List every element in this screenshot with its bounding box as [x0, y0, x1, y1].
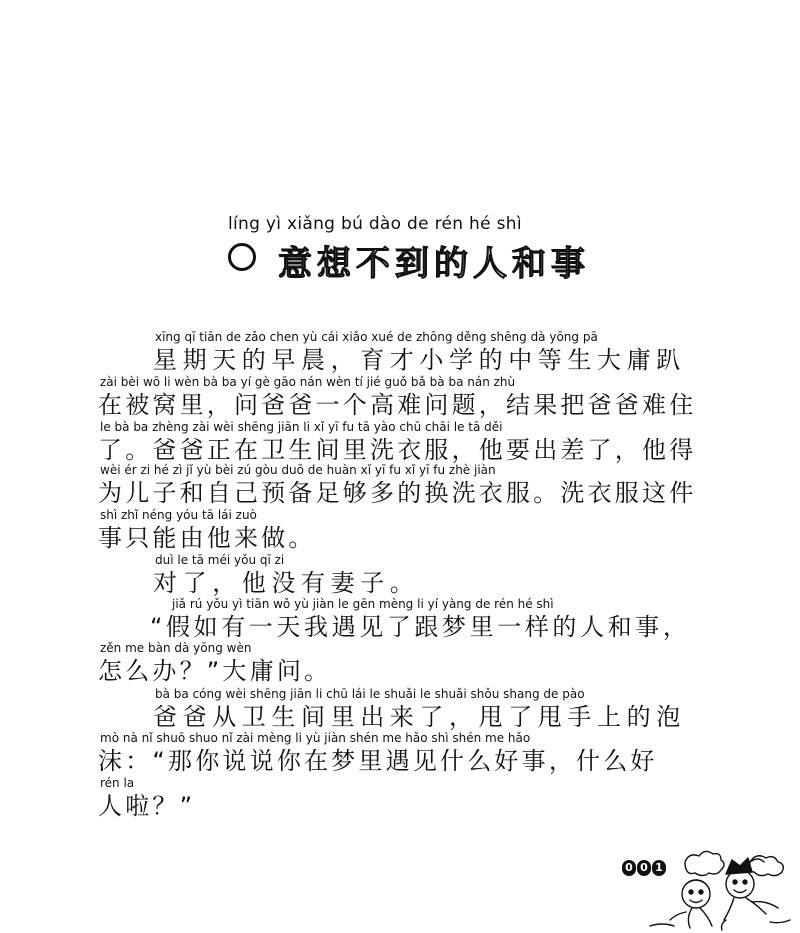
line-text: 人啦？”: [98, 792, 196, 820]
text-line: [0, 776, 800, 834]
line-pinyin: mò nà nǐ shuō shuo nǐ zài mèng li yù jiàn shén me hǎo shì shén me hǎo: [100, 731, 531, 745]
line-text: 了。爸爸正在卫生间里洗衣服，他要出差了，他得: [98, 436, 697, 464]
line-pinyin: le bà ba zhèng zài wèi shēng jiān li xǐ yī fu tā yào chū chāi le tā děi: [100, 420, 503, 434]
line-text: 在被窝里，问爸爸一个高难问题，结果把爸爸难住: [98, 391, 697, 419]
page-digit: 0: [622, 860, 636, 876]
title-text: 意想不到的人和事: [278, 244, 590, 284]
line-pinyin: shì zhǐ néng yóu tā lái zuò: [100, 508, 257, 522]
line-text: “假如有一天我遇见了跟梦里一样的人和事，: [150, 613, 691, 641]
line-text: 星期天的早晨，育才小学的中等生大庸趴: [153, 346, 686, 374]
cartoon-children-icon: [630, 842, 798, 932]
page-digit: 0: [637, 860, 651, 876]
line-text: 事只能由他来做。: [98, 524, 316, 552]
line-text: 沫：“那你说说你在梦里遇见什么好事，什么好: [98, 747, 658, 775]
line-pinyin: bà ba cóng wèi shēng jiān li chū lái le shuǎi le shuǎi shǒu shang de pào: [155, 687, 585, 701]
line-text: 怎么办？”大庸问。: [98, 657, 332, 685]
line-text: 爸爸从卫生间里出来了，甩了甩手上的泡: [153, 703, 686, 731]
line-pinyin: xīng qī tiān de zǎo chen yù cái xiǎo xué de zhōng děng shēng dà yōng pā: [155, 330, 598, 344]
page-digit: 1: [652, 860, 666, 876]
line-pinyin: wèi ér zi hé zì jǐ yù bèi zú gòu duō de huàn xǐ yī fu xǐ yī fu zhè jiàn: [100, 463, 496, 477]
line-pinyin: jiǎ rú yǒu yì tiān wǒ yù jiàn le gēn mèng li yí yàng de rén hé shì: [172, 597, 554, 611]
line-pinyin: zài bèi wō li wèn bà ba yí gè gāo nán wèn tí jié guǒ bǎ bà ba nán zhù: [100, 375, 516, 389]
line-text: 为儿子和自己预备足够多的换洗衣服。洗衣服这件: [98, 479, 697, 507]
line-text: 对了，他没有妻子。: [153, 569, 420, 597]
line-pinyin: rén la: [100, 776, 135, 790]
line-pinyin: zěn me bàn dà yōng wèn: [100, 641, 252, 655]
title-pinyin: líng yì xiǎng bú dào de rén hé shì: [228, 214, 522, 234]
line-pinyin: duì le tā méi yǒu qī zi: [155, 553, 285, 567]
